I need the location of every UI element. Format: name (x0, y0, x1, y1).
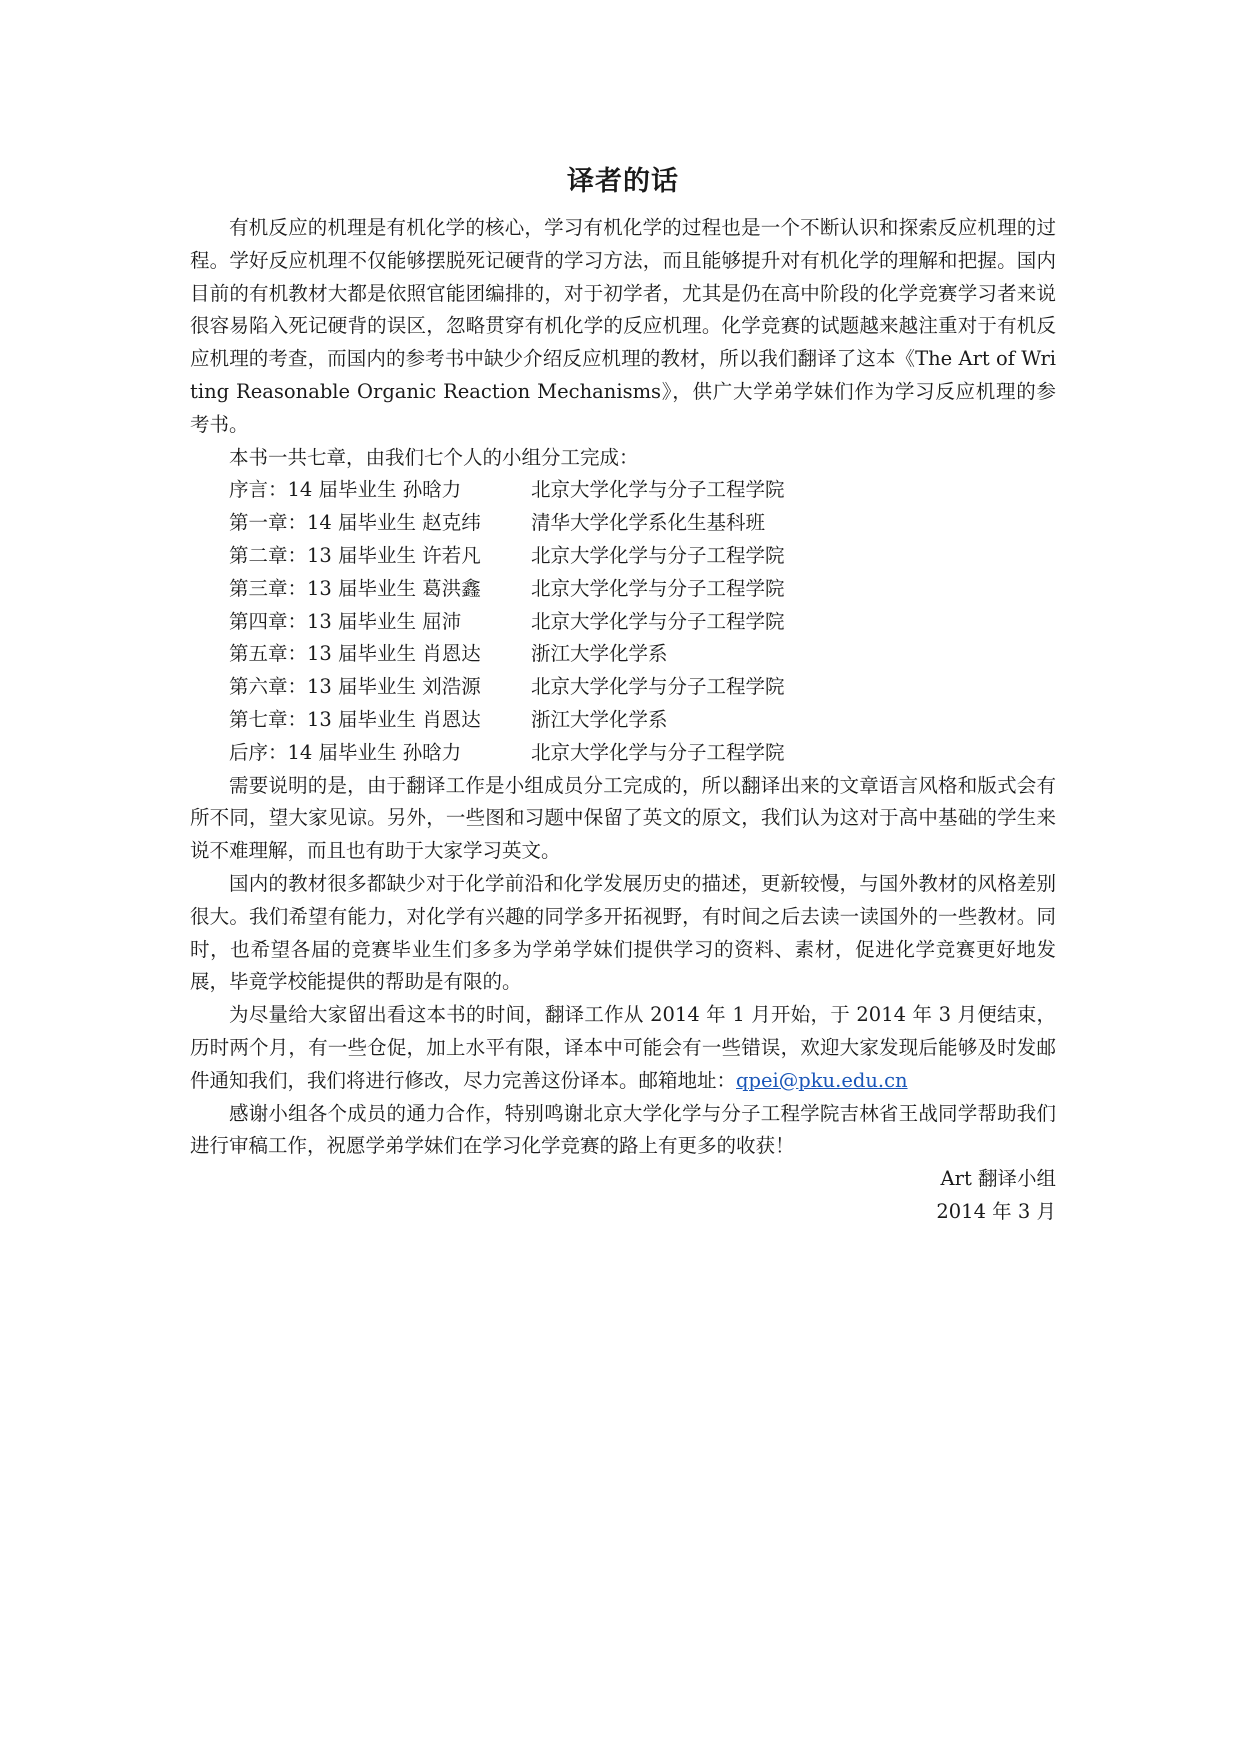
document-page (190, 162, 1056, 1229)
roster-role: 第二章：13 届毕业生 许若凡 (229, 543, 481, 567)
email-link[interactable]: qpei@pku.edu.cn (736, 1068, 908, 1092)
roster-role: 第七章：13 届毕业生 肖恩达 (229, 707, 481, 731)
roster-role: 第五章：13 届毕业生 肖恩达 (229, 642, 481, 666)
page-title: 译者的话 (567, 166, 679, 197)
roster-role: 第三章：13 届毕业生 葛洪鑫 (229, 576, 481, 600)
roster-row-chapter-4 (190, 606, 1056, 639)
roster-role: 序言：14 届毕业生 孙晗力 (229, 478, 462, 502)
roster-role: 第六章：13 届毕业生 刘浩源 (229, 675, 481, 699)
timeline-paragraph (190, 999, 1056, 1097)
roster-row-afterword (190, 737, 1056, 770)
timeline-text: 为尽量给大家留出看这本书的时间，翻译工作从 2014 年 1 月开始，于 2014 年 3 月便结束，历时两个月，有一些仓促，加上水平有限，译本中可能会有一些错误，欢迎大家发现后能够及时发邮件通知我们，我们将进行修改，尽力完善这份译本。邮箱地址： (190, 1003, 1056, 1092)
signature: Art 翻译小组 (940, 1167, 1056, 1191)
roster-row-chapter-7 (190, 704, 1056, 737)
style-note-paragraph: 需要说明的是，由于翻译工作是小组成员分工完成的，所以翻译出来的文章语言风格和版式会有所不同，望大家见谅。另外，一些图和习题中保留了英文的原文，我们认为这对于高中基础的学生来说不难理解，而且也有助于大家学习英文。 (190, 773, 1056, 863)
roster-row-preface (190, 474, 1056, 507)
roster-school: 北京大学化学与分子工程学院 (531, 740, 785, 764)
translator-roster (190, 474, 1056, 769)
roster-row-chapter-3 (190, 573, 1056, 606)
team-intro-paragraph: 本书一共七章，由我们七个人的小组分工完成： (229, 445, 639, 469)
roster-school: 北京大学化学与分子工程学院 (531, 478, 785, 502)
roster-role: 后序：14 届毕业生 孙晗力 (229, 740, 462, 764)
roster-role: 第四章：13 届毕业生 屈沛 (229, 609, 462, 633)
thanks-paragraph: 感谢小组各个成员的通力合作，特别鸣谢北京大学化学与分子工程学院吉林省王战同学帮助我们进行审稿工作，祝愿学弟学妹们在学习化学竞赛的路上有更多的收获！ (190, 1101, 1056, 1158)
roster-school: 北京大学化学与分子工程学院 (531, 576, 785, 600)
roster-school: 浙江大学化学系 (531, 707, 668, 731)
roster-school: 北京大学化学与分子工程学院 (531, 675, 785, 699)
intro-paragraph: 有机反应的机理是有机化学的核心，学习有机化学的过程也是一个不断认识和探索反应机理的过程。学好反应机理不仅能够摆脱死记硬背的学习方法，而且能够提升对有机化学的理解和把握。国内目前的有机教材大都是依照官能团编排的，对于初学者，尤其是仍在高中阶段的化学竞赛学习者来说很容易陷入死记硬背的误区，忽略贯穿有机化学的反应机理。化学竞赛的试题越来越注重对于有机反应机理的考查，而国内的参考书中缺少介绍反应机理的教材，所以我们翻译了这本《The Art of Writing Reasonable Organic Reaction Mechanisms》，供广大学弟学妹们作为学习反应机理的参考书。 (190, 216, 1056, 436)
roster-row-chapter-5 (190, 638, 1056, 671)
roster-role: 第一章：14 届毕业生 赵克纬 (229, 511, 481, 535)
roster-row-chapter-1 (190, 507, 1056, 540)
roster-row-chapter-2 (190, 540, 1056, 573)
roster-school: 北京大学化学与分子工程学院 (531, 609, 785, 633)
roster-school: 清华大学化学系化生基科班 (531, 511, 766, 535)
roster-row-chapter-6 (190, 671, 1056, 704)
signature-date: 2014 年 3 月 (936, 1199, 1056, 1223)
roster-school: 北京大学化学与分子工程学院 (531, 543, 785, 567)
textbook-note-paragraph: 国内的教材很多都缺少对于化学前沿和化学发展历史的描述，更新较慢，与国外教材的风格差别很大。我们希望有能力，对化学有兴趣的同学多开拓视野，有时间之后去读一读国外的一些教材。同时，也希望各届的竞赛毕业生们多多为学弟学妹们提供学习的资料、素材，促进化学竞赛更好地发展，毕竟学校能提供的帮助是有限的。 (190, 871, 1056, 994)
roster-school: 浙江大学化学系 (531, 642, 668, 666)
